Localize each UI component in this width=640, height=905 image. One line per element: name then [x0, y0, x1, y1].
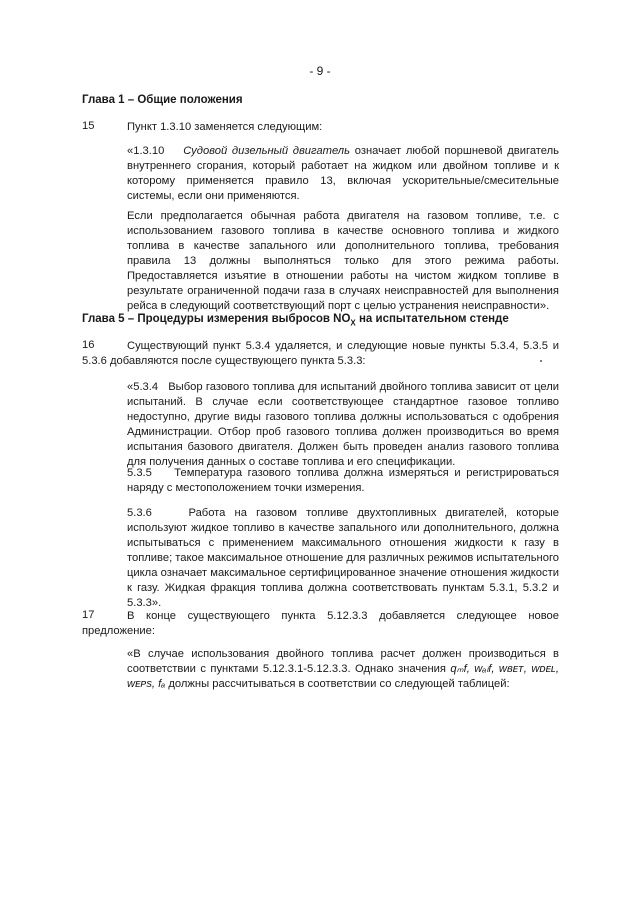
page-number: - 9 - — [309, 64, 331, 78]
item-17-quote-text: «В случае использования двойного топлива расчет должен производиться в соответствии с пунктами 5.12.3.1-5.12.3.3. Однако значения — [127, 648, 559, 675]
chapter-5-heading — [82, 313, 509, 328]
chapter-5-heading-tail: на испытательном стенде — [355, 313, 509, 325]
chapter-5-heading-text: Глава 5 – Процедуры измерения выбросов NO — [82, 313, 351, 325]
item-15-number: 15 — [82, 120, 95, 132]
paragraph-5-3-4: «5.3.4 Выбор газового топлива для испытаний двойного топлива зависит от цели испытаний. В случае если соответствующее стандартное газовое топливо недоступно, другие виды газового топлива должны использоваться с одобрения Администрации. Отбор проб газового топлива должен производиться во время испытания базового двигателя. Должен быть проведен анализ газового топлива для получения данных о составе топлива и его спецификации. — [127, 381, 559, 468]
item-15-quote-definition — [127, 144, 559, 204]
item-15-intro: Пункт 1.3.10 заменяется следующим: — [127, 121, 323, 133]
item-17-variables: qₘf, wₐₗf, wʙᴇᴛ, wᴅᴇʟ, wᴇᴘѕ, fₐ — [127, 663, 560, 690]
scan-speck — [540, 360, 542, 362]
item-17-intro: В конце существующего пункта 5.12.3.3 добавляется следующее новое предложение: — [82, 610, 559, 637]
paragraph-5-3-6: 5.3.6 Работа на газовом топливе двухтопливных двигателей, которые используют жидкое топливо в качестве запального или дополнительного, должна испытываться с применением максимального отношения жидкости к газу в топливе; такое максимальное отношение для различных режимов испытательного цикла означает максимальное сертифицированное значение отношения жидкости к газу. Жидкая фракция топлива должна соответствовать пунктам 5.3.1, 5.3.2 и 5.3.3». — [127, 507, 560, 609]
item-17-quote — [127, 647, 559, 692]
quote-paragraph-number: «1.3.10 — [127, 145, 165, 157]
chapter-5-heading-subscript: X — [350, 318, 356, 328]
item-15-quote-gas-operation: Если предполагается обычная работа двигателя на газовом топливе, т.е. с использованием газового топлива в качестве основного топлива и жидкого топлива в качестве запального или дополнительного топлива, требования правила 13 должны выполняться только для этого режима работы. Предоставляется изъятие в отношении работы на чистом жидком топливе в результате ограниченной подачи газа в случаях неисправностей для выполнения рейса в следующий соответствующий порт с целью устранения неисправности». — [127, 210, 559, 312]
paragraph-5-3-5: 5.3.5 Температура газового топлива должна измеряться и регистрироваться наряду с местоположением точки измерения. — [127, 467, 559, 494]
item-16-intro: Существующий пункт 5.3.4 удаляется, и следующие новые пункты 5.3.4, 5.3.5 и 5.3.6 добавляются после существующего пункта 5.3.3: — [82, 340, 559, 367]
chapter-1-heading: Глава 1 – Общие положения — [82, 94, 243, 106]
defined-term: Судовой дизельный двигатель — [183, 145, 351, 157]
item-16-number: 16 — [82, 339, 95, 351]
item-17-number: 17 — [82, 609, 95, 621]
item-17-quote-tail: должны рассчитываться в соответствии со следующей таблицей: — [168, 678, 510, 690]
definition-text: означает любой поршневой двигатель внутреннего сгорания, который работает на жидком или двойном топливе и к которому применяется правило 13, включая ускорительные/смесительные системы, если они применяются. — [127, 145, 560, 202]
